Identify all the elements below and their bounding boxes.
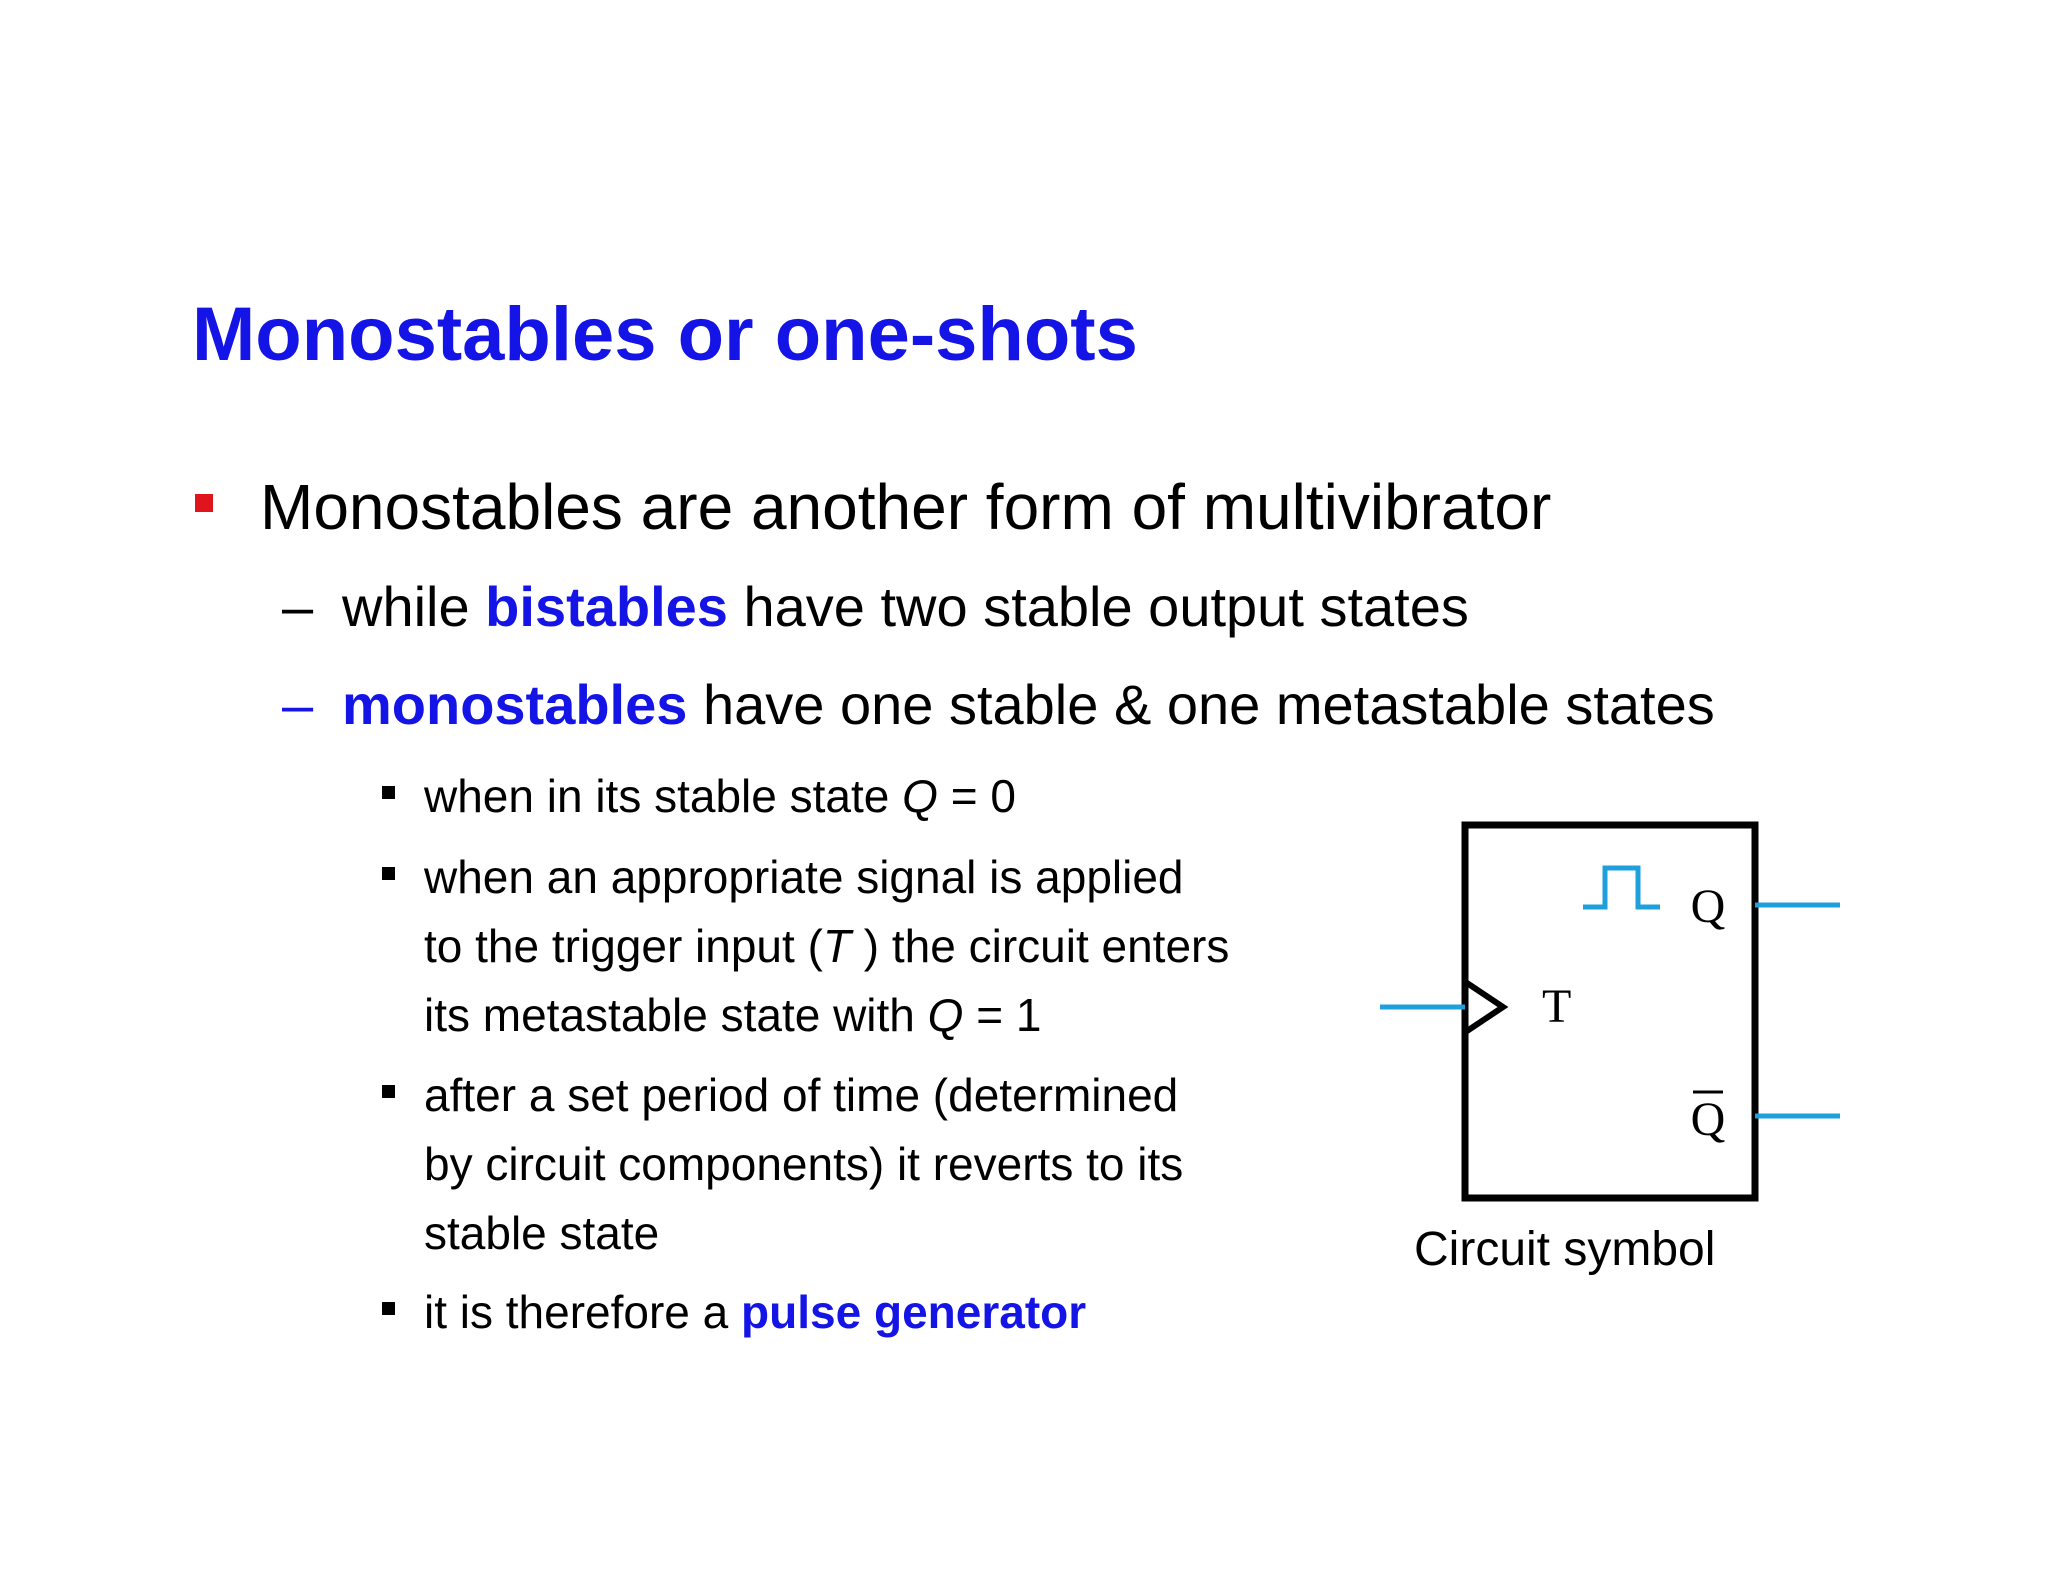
square-bullet-icon	[382, 867, 395, 880]
text-segment: its metastable state with	[424, 989, 928, 1041]
circuit-caption: Circuit symbol	[1414, 1223, 1716, 1276]
text-segment: ) the circuit enters	[851, 920, 1230, 972]
slide-title: Monostables or one-shots	[192, 292, 1138, 377]
output-q-label: Q	[1690, 880, 1726, 933]
text-segment: = 0	[937, 770, 1016, 822]
text-segment: when in its stable state	[424, 770, 903, 822]
dash-bullet: –	[282, 575, 314, 638]
monostable-circuit-symbol	[1380, 810, 1860, 1210]
point-text	[424, 1061, 1183, 1268]
sub-bullet-text	[342, 672, 1715, 738]
sub-bullet-text	[342, 574, 1469, 640]
point-text	[424, 762, 1016, 831]
text-line: stable state	[424, 1207, 660, 1259]
text-segment: it is therefore a	[424, 1286, 742, 1338]
text-segment: have one stable & one metastable states	[687, 673, 1715, 736]
text-line: by circuit components) it reverts to its	[424, 1138, 1184, 1190]
clock-triangle-icon	[1467, 983, 1503, 1031]
square-bullet-icon	[382, 1085, 395, 1098]
text-segment: while	[342, 575, 486, 638]
dash-bullet: –	[282, 673, 314, 736]
var-q: Q	[902, 770, 938, 822]
red-square-bullet-icon	[195, 494, 213, 512]
text-segment: have two stable output states	[727, 575, 1469, 638]
text-segment: = 1	[963, 989, 1042, 1041]
highlight-monostables: monostables	[342, 673, 688, 736]
pulse-waveform-icon	[1583, 868, 1660, 907]
point-text	[424, 1278, 1086, 1347]
trigger-input-label: T	[1542, 980, 1572, 1033]
text-line: when an appropriate signal is applied	[424, 851, 1184, 903]
var-q: Q	[927, 989, 964, 1041]
square-bullet-icon	[382, 1302, 395, 1315]
text-line: after a set period of time (determined	[424, 1069, 1179, 1121]
main-bullet-text: Monostables are another form of multivibrator	[260, 471, 1552, 543]
text-segment: to the trigger input (	[424, 920, 823, 972]
point-text	[424, 843, 1229, 1050]
square-bullet-icon	[382, 786, 395, 799]
var-t: T	[822, 920, 851, 972]
output-q-bar-label: Q	[1690, 1093, 1726, 1146]
highlight-bistables: bistables	[485, 575, 728, 638]
highlight-pulse-generator: pulse generator	[741, 1286, 1087, 1338]
